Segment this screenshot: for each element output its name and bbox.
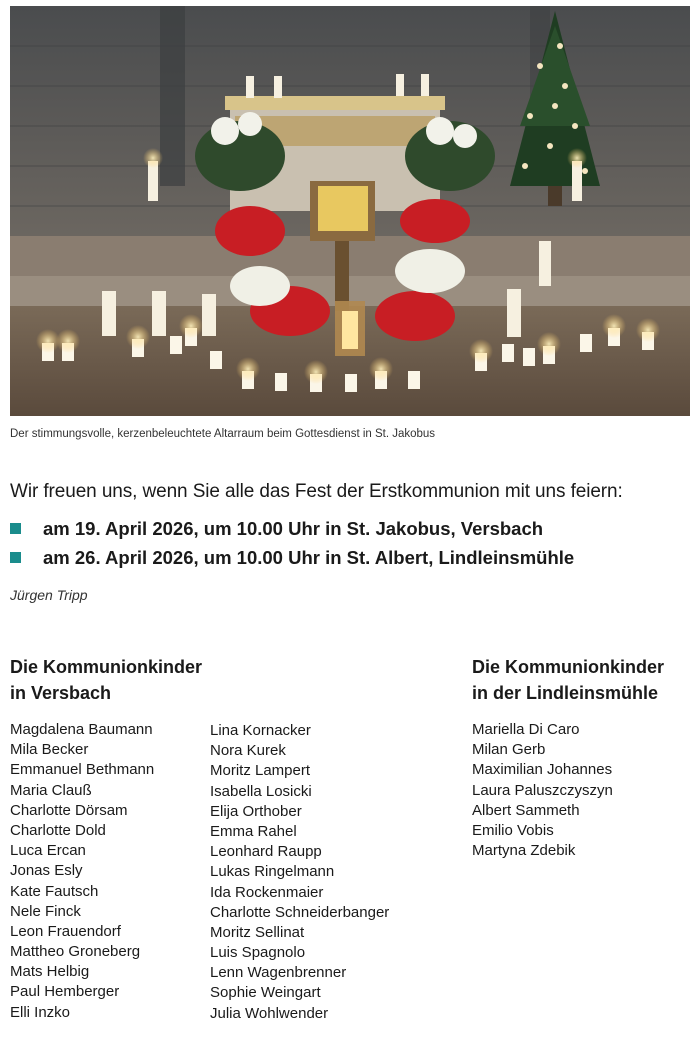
list-item: Luis Spagnolo (210, 944, 306, 962)
date-text: am 26. April 2026, um 10.00 Uhr in St. Albert, Lindleinsmühle (43, 546, 575, 568)
list-item: Emilio Vobis (472, 821, 554, 839)
list-item: Ida Rockenmaier (210, 883, 324, 901)
date-item (10, 543, 574, 572)
heading-line: in Versbach (10, 683, 112, 703)
square-bullet-icon (10, 523, 21, 534)
list-item: Martyna Zdebik (472, 842, 576, 860)
author: Jürgen Tripp (10, 587, 88, 603)
list-item: Charlotte Schneiderbanger (210, 903, 390, 921)
names-versbach-col1 (10, 720, 154, 1023)
photo-caption: Der stimmungsvolle, kerzenbeleuchtete Altarraum beim Gottesdienst in St. Jakobus (10, 428, 436, 440)
list-item: Maximilian Johannes (472, 761, 613, 779)
list-item: Nora Kurek (210, 742, 286, 760)
square-bullet-icon (10, 552, 21, 563)
list-item: Sophie Weingart (210, 984, 321, 1002)
list-item: Mariella Di Caro (472, 721, 580, 738)
list-item: Albert Sammeth (472, 801, 580, 819)
altar-illustration (10, 6, 690, 416)
list-item: Mattheo Groneberg (10, 943, 141, 961)
heading-line: Die Kommunionkinder (10, 657, 203, 677)
heading-lindleinsmuehle (472, 654, 664, 706)
heading-versbach (10, 654, 202, 706)
altar-photo (10, 6, 690, 416)
list-item: Leon Frauendorf (10, 922, 121, 940)
list-item: Lina Kornacker (210, 722, 311, 739)
list-item: Mila Becker (10, 741, 89, 759)
list-item: Lenn Wagenbrenner (210, 964, 347, 982)
list-item: Julia Wohlwender (210, 1004, 329, 1022)
date-text: am 19. April 2026, um 10.00 Uhr in St. Jakobus, Versbach (43, 517, 544, 539)
list-item: Emmanuel Bethmann (10, 761, 155, 779)
list-item: Elija Orthober (210, 802, 302, 820)
list-item: Kate Fautsch (10, 882, 99, 900)
names-lindleinsmuehle (472, 720, 613, 861)
list-item: Nele Finck (10, 902, 81, 920)
list-item: Magdalena Baumann (10, 721, 153, 738)
heading-line: Die Kommunionkinder (472, 657, 665, 677)
names-versbach-col2 (210, 721, 389, 1024)
list-item: Maria Clauß (10, 781, 92, 799)
list-item: Leonhard Raupp (210, 843, 322, 861)
date-list (10, 514, 574, 572)
intro-text: Wir freuen uns, wenn Sie alle das Fest der Erstkommunion mit uns feiern: (10, 481, 623, 502)
list-item: Charlotte Dörsam (10, 801, 128, 819)
list-item: Moritz Sellinat (210, 923, 305, 941)
list-item: Lukas Ringelmann (210, 863, 335, 881)
date-item (10, 514, 574, 543)
heading-line: in der Lindleinsmühle (472, 683, 659, 703)
list-item: Paul Hemberger (10, 983, 120, 1001)
list-item: Charlotte Dold (10, 821, 106, 839)
list-item: Mats Helbig (10, 963, 90, 981)
list-item: Jonas Esly (10, 862, 83, 880)
list-item: Isabella Losicki (210, 782, 312, 800)
list-item: Emma Rahel (210, 822, 297, 840)
list-item: Milan Gerb (472, 741, 546, 759)
list-item: Luca Ercan (10, 842, 86, 860)
list-item: Moritz Lampert (210, 762, 311, 780)
list-item: Laura Paluszczyszyn (472, 781, 613, 799)
list-item: Elli Inzko (10, 1003, 71, 1021)
